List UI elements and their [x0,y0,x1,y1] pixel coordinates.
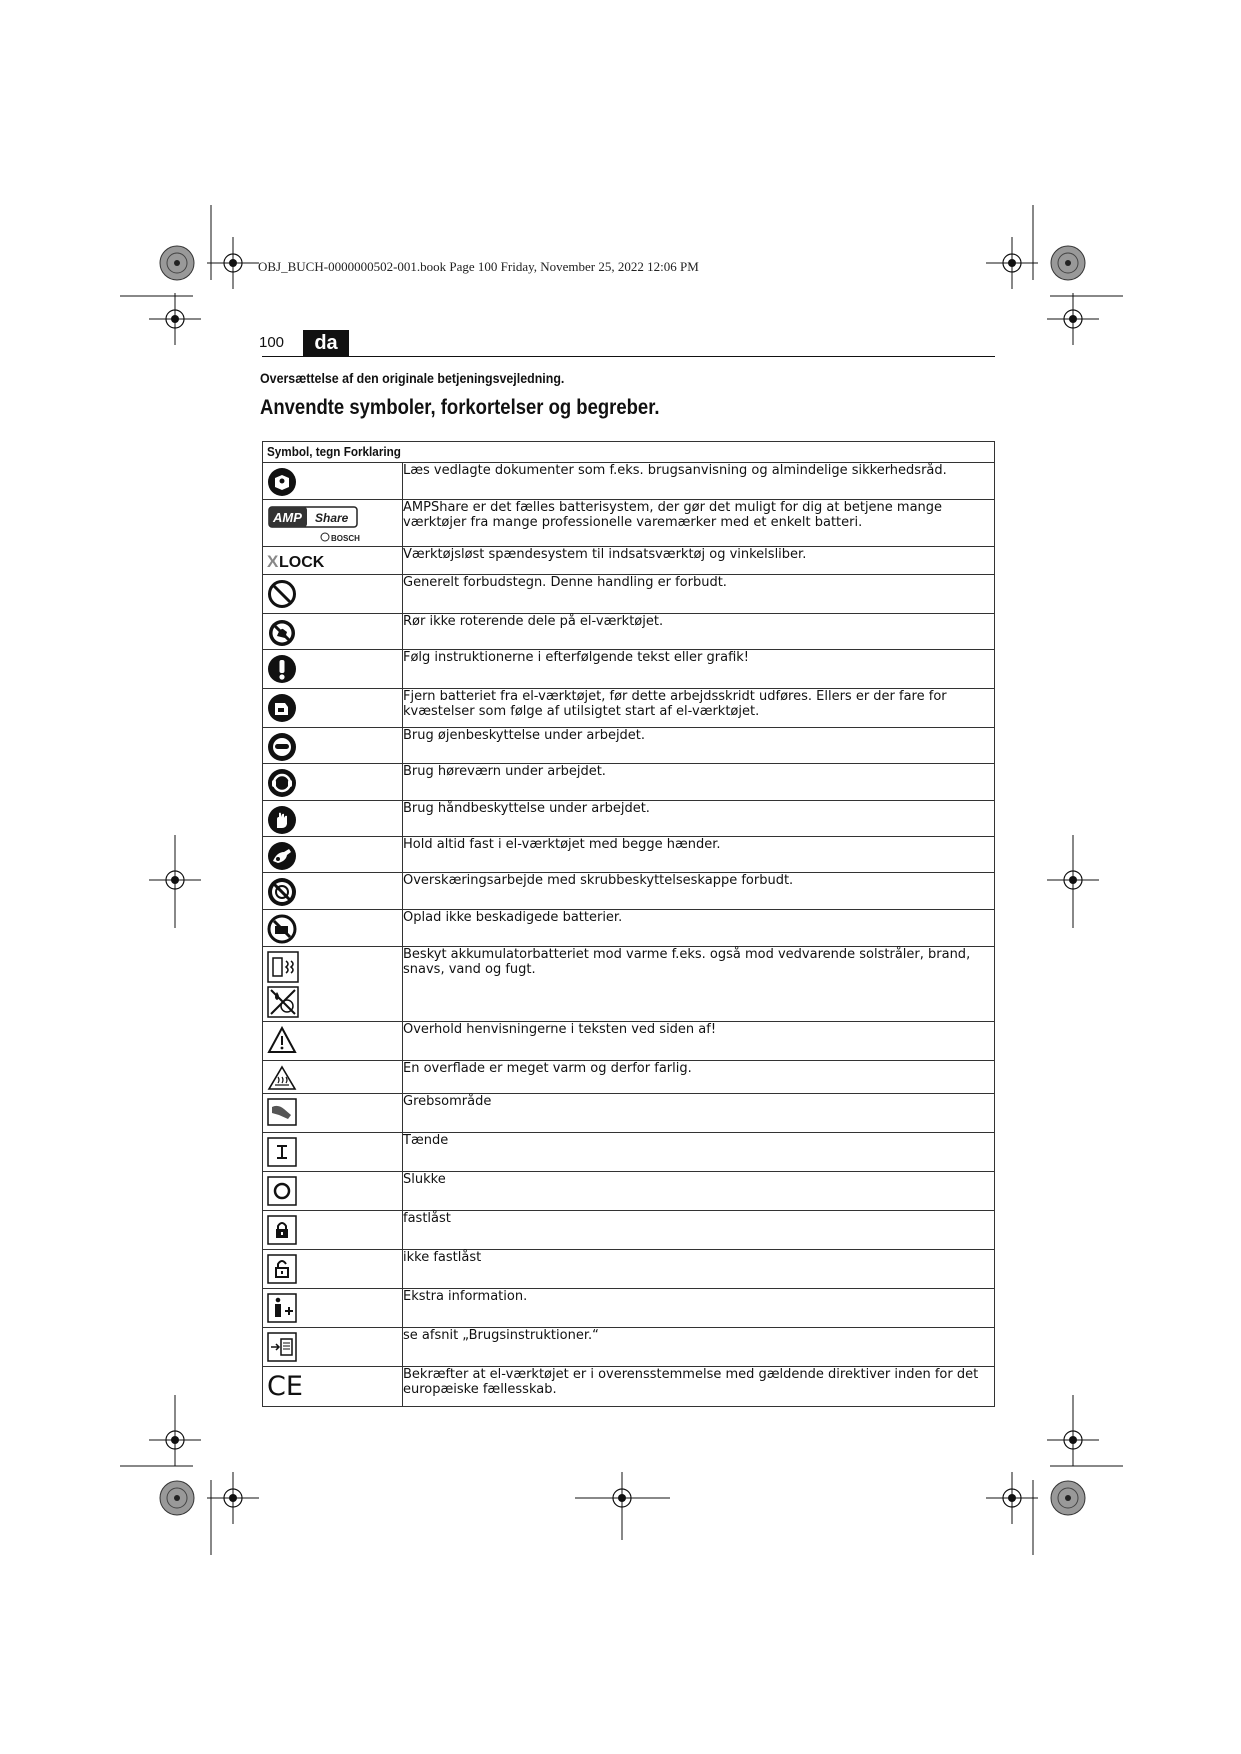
row-text: Værktøjsløst spændesystem til indsatsværktøj og vinkelsliber. [403,547,995,575]
ampshare-logo-icon [267,504,363,544]
prohibition-icon [267,579,297,609]
row-text: Slukke [403,1172,995,1211]
table-header-row [263,442,995,463]
svg-text:CE: CE [267,1371,303,1399]
hand-protection-icon [267,805,297,835]
table-row [263,837,995,873]
table-row [263,689,995,728]
row-text: ikke fastlåst [403,1250,995,1289]
row-text: Brug håndbeskyttelse under arbejdet. [403,801,995,837]
table-row [263,1367,995,1407]
xlock-logo-icon [267,551,347,571]
table-row [263,500,995,547]
ce-mark-icon [267,1371,303,1399]
page-number: 100 [259,334,285,351]
header-symbol-explanation: Symbol, tegn Forklaring [267,444,401,459]
row-text: se afsnit „Brugsinstruktioner.“ [403,1328,995,1367]
row-text: Ekstra information. [403,1289,995,1328]
locked-icon [267,1215,297,1245]
row-text: Læs vedlagte dokumenter som f.eks. brugsanvisning og almindelige sikkerhedsråd. [403,463,995,500]
table-row [263,1061,995,1094]
unlocked-icon [267,1254,297,1284]
symbols-table [262,441,995,1407]
battery-water-icon [267,986,299,1018]
row-text: Hold altid fast i el-værktøjet med begge hænder. [403,837,995,873]
grip-area-icon [267,1098,297,1126]
no-cutting-guard-icon [267,877,297,907]
svg-text:Share: Share [315,511,349,525]
see-instructions-icon [267,1332,297,1362]
svg-text:AMP: AMP [273,510,302,525]
row-text: fastlåst [403,1211,995,1250]
no-charge-damaged-battery-icon [267,914,297,944]
two-hands-icon [267,841,297,871]
table-row [263,801,995,837]
row-text: En overflade er meget varm og derfor farlig. [403,1061,995,1094]
info-plus-icon [267,1293,297,1323]
row-text: Generelt forbudstegn. Denne handling er forbudt. [403,575,995,614]
table-row [263,910,995,947]
table-row [263,728,995,764]
row-text: Brug høreværn under arbejdet. [403,764,995,801]
page-title: Anvendte symboler, forkortelser og begreber. [260,396,660,419]
warning-triangle-icon [267,1026,297,1054]
row-text: Overskæringsarbejde med skrubbeskyttelseskappe forbudt. [403,873,995,910]
table-row [263,614,995,650]
row-text: Tænde [403,1133,995,1172]
row-text: Grebsområde [403,1094,995,1133]
ear-protection-icon [267,768,297,798]
table-row [263,547,995,575]
svg-text:LOCK: LOCK [279,554,325,571]
row-text: AMPShare er det fælles batterisystem, der gør det muligt for dig at betjene mange værktøjer fra mange professionelle varemærker med et enkelt batteri. [403,500,995,547]
table-row [263,947,995,1022]
hot-surface-icon [267,1065,297,1091]
table-row [263,1094,995,1133]
svg-text:X: X [267,552,279,571]
book-info-line: OBJ_BUCH-0000000502-001.book Page 100 Friday, November 25, 2022 12:06 PM [258,259,699,274]
table-row [263,650,995,689]
remove-battery-icon [267,693,297,723]
power-on-icon [267,1137,297,1167]
svg-text:BOSCH: BOSCH [331,534,360,543]
table-row [263,1211,995,1250]
row-text: Oplad ikke beskadigede batterier. [403,910,995,947]
table-row [263,1250,995,1289]
read-manual-icon [267,467,297,497]
no-touch-rotating-icon [267,618,297,648]
eye-protection-icon [267,732,297,762]
doc-subtitle: Oversættelse af den originale betjeningsvejledning. [260,371,565,386]
table-row [263,463,995,500]
table-row [263,764,995,801]
mandatory-exclamation-icon [267,654,297,684]
header-rule [262,356,995,357]
table-row [263,1328,995,1367]
table-row [263,1289,995,1328]
row-text: Brug øjenbeskyttelse under arbejdet. [403,728,995,764]
row-text: Bekræfter at el-værktøjet er i overensstemmelse med gældende direktiver inden for det europæiske fællesskab. [403,1367,995,1407]
battery-heat-icon [267,951,299,983]
table-row [263,1172,995,1211]
table-row [263,1133,995,1172]
row-text: Overhold henvisningerne i teksten ved siden af! [403,1022,995,1061]
language-badge: da [303,330,349,356]
table-row [263,575,995,614]
power-off-icon [267,1176,297,1206]
row-text: Beskyt akkumulatorbatteriet mod varme f.eks. også mod vedvarende solstråler, brand, snavs, vand og fugt. [403,947,995,1022]
row-text: Følg instruktionerne i efterfølgende tekst eller grafik! [403,650,995,689]
row-text: Fjern batteriet fra el-værktøjet, før dette arbejdsskridt udføres. Ellers er der fare for kvæstelser som følge af utilsigtet start af el-værktøjet. [403,689,995,728]
table-row [263,1022,995,1061]
table-row [263,873,995,910]
row-text: Rør ikke roterende dele på el-værktøjet. [403,614,995,650]
